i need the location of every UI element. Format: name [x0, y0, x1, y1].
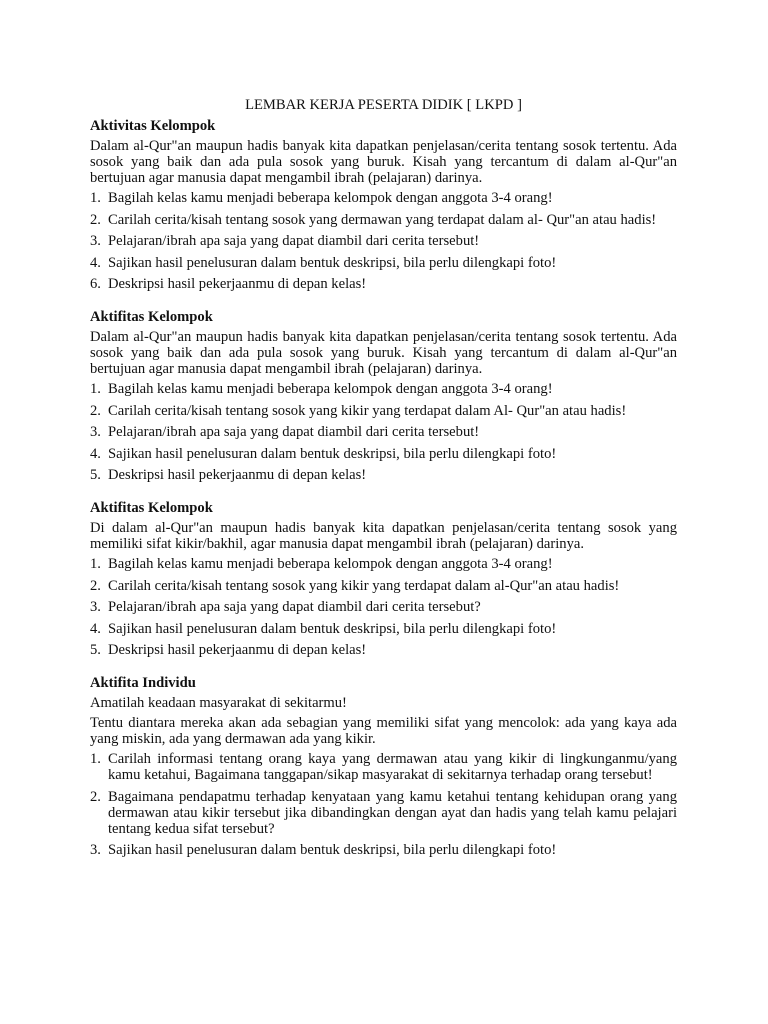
- item-text: Sajikan hasil penelusuran dalam bentuk deskripsi, bila perlu dilengkapi foto!: [108, 842, 557, 858]
- item-text: Pelajaran/ibrah apa saja yang dapat diambil dari cerita tersebut!: [108, 233, 480, 249]
- item-number: 1.: [90, 751, 101, 767]
- list-item: [90, 578, 677, 594]
- item-text: Carilah cerita/kisah tentang sosok yang kikir yang terdapat dalam Al- Qur"an atau hadis!: [108, 402, 627, 419]
- section-aktifitas-kelompok-3: [90, 499, 677, 658]
- item-number: 3.: [90, 842, 101, 858]
- section-paragraph: Dalam al-Qur"an maupun hadis banyak kita dapatkan penjelasan/cerita tentang sosok tertentu. Ada sosok yang baik dan ada pula sosok yang buruk. Kisah yang tercantum di dalam al-Qur"an bertujuan agar manusia dapat mengambil ibrah (pelajaran) darinya.: [90, 329, 677, 377]
- list-item: [90, 233, 677, 249]
- list-item: [90, 556, 677, 572]
- section-heading: Aktifitas Kelompok: [90, 500, 213, 516]
- task-list: [90, 381, 677, 483]
- item-text: Sajikan hasil penelusuran dalam bentuk deskripsi, bila perlu dilengkapi foto!: [108, 445, 557, 462]
- item-text: Bagilah kelas kamu menjadi beberapa kelompok dengan anggota 3-4 orang!: [108, 190, 553, 206]
- list-item: [90, 467, 677, 483]
- task-list: [90, 556, 677, 658]
- list-item: [90, 599, 677, 615]
- item-text: Deskripsi hasil pekerjaanmu di depan kelas!: [108, 467, 367, 483]
- list-item: [90, 751, 677, 783]
- list-item: [90, 255, 677, 271]
- section-aktivitas-kelompok-1: [90, 117, 677, 292]
- item-text: Sajikan hasil penelusuran dalam bentuk deskripsi, bila perlu dilengkapi foto!: [108, 620, 557, 637]
- list-item: [90, 381, 677, 397]
- list-item: [90, 789, 677, 837]
- list-item: [90, 424, 677, 440]
- section-paragraph: Tentu diantara mereka akan ada sebagian yang memiliki sifat yang mencolok: ada yang kaya ada yang miskin, ada yang dermawan ada yang kikir.: [90, 715, 677, 747]
- item-number: 2.: [90, 402, 101, 419]
- item-number: 1.: [90, 381, 101, 397]
- item-number: 2.: [90, 788, 101, 805]
- section-aktifitas-kelompok-2: [90, 308, 677, 483]
- item-number: 4.: [90, 620, 101, 637]
- item-number: 3.: [90, 599, 101, 615]
- item-number: 4.: [90, 254, 101, 271]
- section-paragraph: Dalam al-Qur"an maupun hadis banyak kita dapatkan penjelasan/cerita tentang sosok tertentu. Ada sosok yang baik dan ada pula sosok yang buruk. Kisah yang tercantum di dalam al-Qur"an bertujuan agar manusia dapat mengambil ibrah (pelajaran) darinya.: [90, 138, 677, 186]
- item-text: Carilah cerita/kisah tentang sosok yang kikir yang terdapat dalam al-Qur"an atau hadis!: [108, 577, 620, 594]
- list-item: [90, 212, 677, 228]
- list-item: [90, 842, 677, 858]
- document-page: [90, 96, 677, 864]
- document-title: LEMBAR KERJA PESERTA DIDIK [ LKPD ]: [245, 97, 522, 113]
- item-text: Sajikan hasil penelusuran dalam bentuk deskripsi, bila perlu dilengkapi foto!: [108, 254, 557, 271]
- section-heading: Aktivitas Kelompok: [90, 118, 216, 134]
- item-text: Bagaimana pendapatmu terhadap kenyataan yang kamu ketahui tentang kehidupan orang yang dermawan atau kikir tersebut jika dibandingkan dengan ayat dan hadis yang telah kamu pelajari tentang kedua sifat tersebut?: [108, 788, 677, 837]
- item-number: 5.: [90, 642, 101, 658]
- item-text: Carilah cerita/kisah tentang sosok yang dermawan yang terdapat dalam al- Qur"an atau hadis!: [108, 211, 657, 228]
- list-item: [90, 642, 677, 658]
- list-item: [90, 190, 677, 206]
- section-aktifita-individu: [90, 674, 677, 858]
- item-text: Deskripsi hasil pekerjaanmu di depan kelas!: [108, 276, 367, 292]
- item-text: Bagilah kelas kamu menjadi beberapa kelompok dengan anggota 3-4 orang!: [108, 381, 553, 397]
- item-number: 4.: [90, 445, 101, 462]
- section-paragraph: Di dalam al-Qur"an maupun hadis banyak kita dapatkan penjelasan/cerita tentang sosok yang memiliki sifat kikir/bakhil, agar manusia dapat mengambil ibrah (pelajaran) darinya.: [90, 520, 677, 552]
- item-text: Deskripsi hasil pekerjaanmu di depan kelas!: [108, 642, 367, 658]
- item-number: 2.: [90, 577, 101, 594]
- item-text: Pelajaran/ibrah apa saja yang dapat diambil dari cerita tersebut!: [108, 424, 480, 440]
- item-text: Pelajaran/ibrah apa saja yang dapat diambil dari cerita tersebut?: [108, 599, 481, 615]
- item-number: 5.: [90, 467, 101, 483]
- task-list: [90, 190, 677, 292]
- item-number: 6.: [90, 276, 101, 292]
- item-number: 2.: [90, 211, 101, 228]
- section-heading: Aktifita Individu: [90, 675, 196, 691]
- section-heading: Aktifitas Kelompok: [90, 309, 213, 325]
- item-number: 3.: [90, 424, 101, 440]
- list-item: [90, 446, 677, 462]
- item-text: Bagilah kelas kamu menjadi beberapa kelompok dengan anggota 3-4 orang!: [108, 556, 553, 572]
- item-number: 3.: [90, 233, 101, 249]
- item-text: Carilah informasi tentang orang kaya yang dermawan atau yang kikir di lingkunganmu/yang kamu ketahui, Bagaimana tanggapan/sikap masyarakat di sekitarnya terhadap orang tersebut!: [108, 751, 677, 783]
- list-item: [90, 621, 677, 637]
- list-item: [90, 276, 677, 292]
- section-paragraph: Amatilah keadaan masyarakat di sekitarmu!: [90, 695, 347, 711]
- item-number: 1.: [90, 556, 101, 572]
- item-number: 1.: [90, 190, 101, 206]
- task-list: [90, 751, 677, 858]
- list-item: [90, 403, 677, 419]
